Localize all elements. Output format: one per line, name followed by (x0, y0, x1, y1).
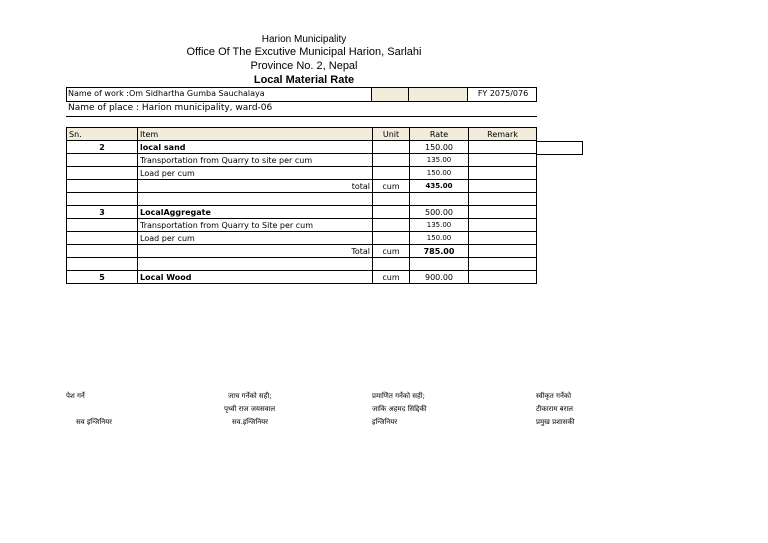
row-sn (67, 180, 138, 193)
row-rate: 135.00 (410, 219, 469, 232)
table-row (67, 245, 537, 258)
work-blank-cell-1 (371, 87, 409, 102)
row-sn: 2 (67, 141, 138, 154)
row-rate: 785.00 (410, 245, 469, 258)
row-unit (373, 206, 410, 219)
row-unit: cum (373, 245, 410, 258)
table-row (67, 141, 537, 154)
row-item: total (138, 180, 373, 193)
spacer-cell (410, 193, 469, 206)
row-remark (469, 271, 537, 284)
extra-empty-cell (536, 141, 583, 155)
sig-col4-name: टीकाराम बराल (536, 405, 574, 413)
spacer-cell (373, 258, 410, 271)
header-remark: Remark (469, 128, 537, 141)
table-header-row (67, 128, 537, 141)
row-unit: cum (373, 271, 410, 284)
place-underline (66, 116, 537, 117)
spacer-cell (469, 258, 537, 271)
spacer-cell (67, 258, 138, 271)
office-name: Office Of The Excutive Municipal Harion, Sarlahi (186, 46, 422, 58)
row-remark (469, 232, 537, 245)
row-unit (373, 154, 410, 167)
sig-col4-title: स्वीकृत गर्नेको (536, 392, 572, 400)
header-unit: Unit (373, 128, 410, 141)
row-item: Transportation from Quarry to site per cum (138, 154, 373, 167)
row-item: Load per cum (138, 167, 373, 180)
municipality-name: Harion Municipality (261, 34, 347, 45)
spacer-cell (469, 193, 537, 206)
sig-col2-title: जाच गर्नेको सही; (228, 392, 272, 400)
row-item: local sand (138, 141, 373, 154)
sig-col1-title: पेश गर्ने (66, 392, 85, 400)
row-sn (67, 167, 138, 180)
row-remark (469, 167, 537, 180)
row-remark (469, 206, 537, 219)
row-sn: 3 (67, 206, 138, 219)
table-spacer-row (67, 258, 537, 271)
row-unit (373, 167, 410, 180)
work-blank-cell-2 (408, 87, 468, 102)
table-row (67, 180, 537, 193)
table-row (67, 167, 537, 180)
row-sn (67, 154, 138, 167)
row-sn (67, 219, 138, 232)
row-item: Total (138, 245, 373, 258)
row-remark (469, 154, 537, 167)
row-rate: 150.00 (410, 141, 469, 154)
spacer-cell (138, 193, 373, 206)
row-unit: cum (373, 180, 410, 193)
row-remark (469, 219, 537, 232)
document-title: Local Material Rate (253, 74, 355, 86)
row-rate: 150.00 (410, 232, 469, 245)
sig-col3-title: प्रमाणित गर्नेको सही; (372, 392, 425, 400)
row-remark (469, 180, 537, 193)
row-item: Local Wood (138, 271, 373, 284)
row-item: Load per cum (138, 232, 373, 245)
row-unit (373, 232, 410, 245)
sig-col2-name: पृथ्वी राज जयसवाल (224, 405, 276, 413)
row-rate: 135.00 (410, 154, 469, 167)
row-sn: 5 (67, 271, 138, 284)
row-rate: 500.00 (410, 206, 469, 219)
row-sn (67, 232, 138, 245)
row-unit (373, 219, 410, 232)
row-rate: 435.00 (410, 180, 469, 193)
header-item: Item (138, 128, 373, 141)
name-of-work: Name of work :Om Sidhartha Gumba Sauchalaya (68, 89, 265, 98)
spacer-cell (67, 193, 138, 206)
sig-col3-name: जाकि अहमद सिद्दिकी (372, 405, 427, 413)
header-sn: Sn. (67, 128, 138, 141)
name-of-place: Name of place : Harion municipality, ward-06 (68, 103, 273, 113)
row-unit (373, 141, 410, 154)
table-row (67, 219, 537, 232)
row-remark (469, 141, 537, 154)
row-rate: 150.00 (410, 167, 469, 180)
table-row (67, 206, 537, 219)
sig-col4-designation: प्रमुख प्रशासकी (536, 418, 575, 426)
table-row (67, 232, 537, 245)
row-sn (67, 245, 138, 258)
sig-col2-designation: सव.इन्जिनियर (232, 418, 268, 426)
province-name: Province No. 2, Nepal (250, 60, 358, 72)
sig-col3-designation: इन्जिनियर (372, 418, 398, 426)
sig-col1-designation: सव इन्जिनियर (76, 418, 112, 426)
fiscal-year: FY 2075/076 (477, 89, 529, 98)
spacer-cell (138, 258, 373, 271)
rate-table (66, 127, 537, 284)
row-remark (469, 245, 537, 258)
table-spacer-row (67, 193, 537, 206)
row-item: Transportation from Quarry to Site per cum (138, 219, 373, 232)
spacer-cell (373, 193, 410, 206)
spacer-cell (410, 258, 469, 271)
row-item: LocalAggregate (138, 206, 373, 219)
header-rate: Rate (410, 128, 469, 141)
table-row (67, 271, 537, 284)
row-rate: 900.00 (410, 271, 469, 284)
table-row (67, 154, 537, 167)
